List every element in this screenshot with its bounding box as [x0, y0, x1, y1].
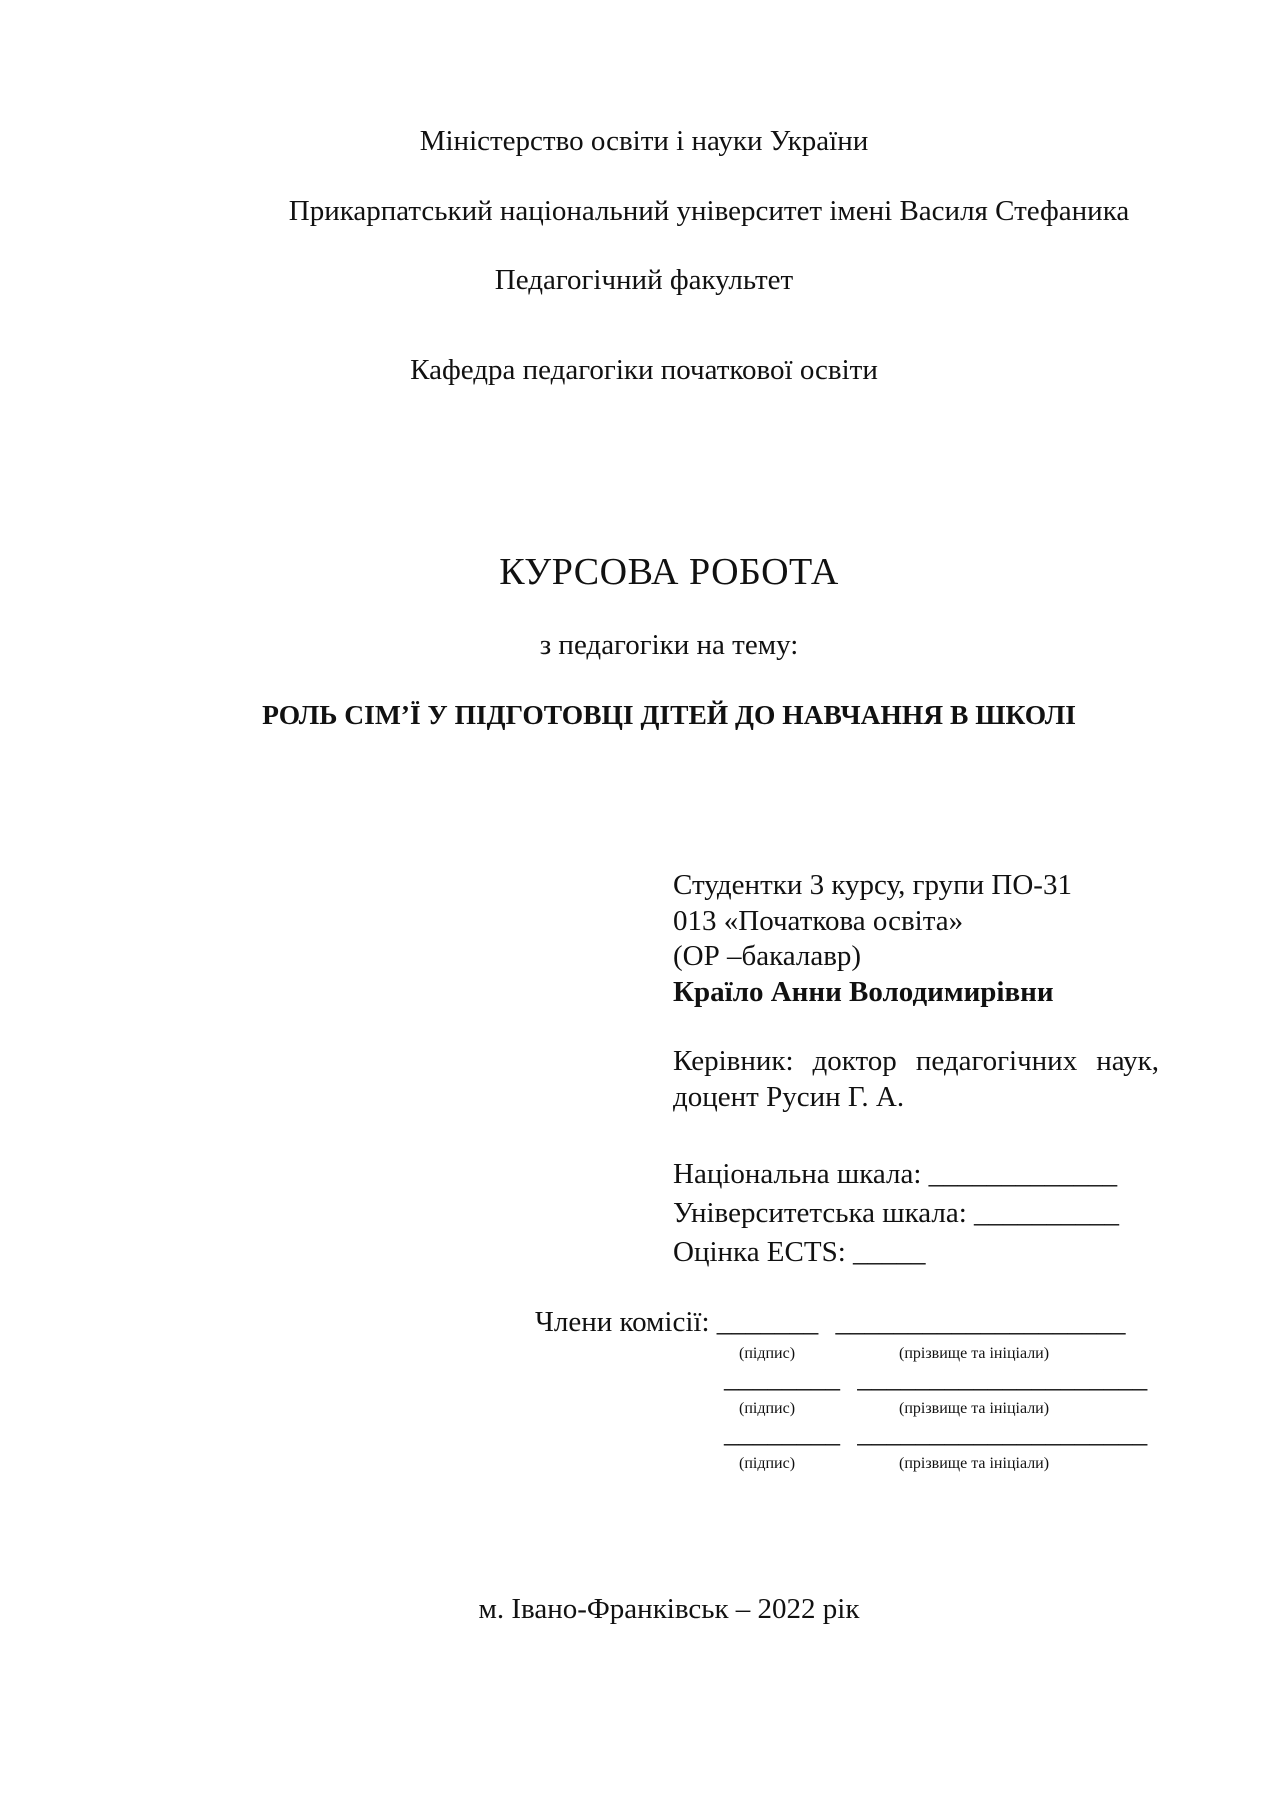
commission-row-2: [724, 1360, 1147, 1396]
city-year: м. Івано-Франківськ – 2022 рік: [478, 1593, 860, 1625]
name-blank-3: ____________________: [857, 1417, 1148, 1449]
supervisor-label: Керівник:: [673, 1045, 794, 1077]
department-line: Кафедра педагогіки початкової освіти: [410, 354, 878, 386]
name-caption-1: (прізвище та ініціали): [899, 1345, 1050, 1362]
commission-row-1: [535, 1304, 1126, 1340]
signature-caption-3: (підпис): [739, 1455, 796, 1472]
faculty-line: Педагогічний факультет: [494, 264, 794, 296]
supervisor-degree-1: доктор: [812, 1045, 897, 1077]
commission-label: Члени комісії:: [535, 1306, 710, 1338]
name-blank-1: ____________________: [835, 1306, 1126, 1338]
ects-grade: Оцінка ECTS: _____: [673, 1236, 926, 1268]
supervisor-degree-line: [673, 1044, 1159, 1080]
signature-caption-2: (підпис): [739, 1400, 796, 1417]
university-line: Прикарпатський національний університет імені Василя Стефаника: [288, 195, 1130, 227]
student-level: (ОР –бакалавр): [673, 940, 862, 972]
subject-line: з педагогіки на тему:: [539, 629, 799, 661]
student-info: [673, 868, 1072, 1010]
signature-blank-1: _______: [716, 1306, 819, 1338]
student-name: Країло Анни Володимирівни: [673, 975, 1054, 1008]
university-scale: Університетська шкала: __________: [673, 1197, 1120, 1229]
work-type-title: КУРСОВА РОБОТА: [499, 551, 839, 593]
name-caption-3: (прізвище та ініціали): [899, 1455, 1050, 1472]
signature-blank-2: ________: [724, 1362, 840, 1394]
student-specialty: 013 «Початкова освіта»: [673, 904, 964, 937]
ministry-line: Міністерство освіти і науки України: [419, 125, 869, 157]
student-course-group: Студентки 3 курсу, групи ПО-31: [673, 869, 1072, 901]
supervisor-title-name: доцент Русин Г. А.: [673, 1080, 905, 1113]
supervisor-degree-3: наук,: [1096, 1045, 1159, 1077]
name-blank-2: ____________________: [857, 1362, 1148, 1394]
supervisor-info: [673, 1044, 1159, 1115]
supervisor-degree-2: педагогічних: [915, 1045, 1078, 1077]
commission-row-3: [724, 1415, 1147, 1451]
signature-blank-3: ________: [724, 1417, 840, 1449]
national-scale: Національна шкала: _____________: [673, 1158, 1118, 1190]
grades-info: [673, 1155, 1119, 1272]
theme-title: РОЛЬ СІМ’Ї У ПІДГОТОВЦІ ДІТЕЙ ДО НАВЧАННЯ В ШКОЛІ: [262, 699, 1076, 730]
signature-caption-1: (підпис): [739, 1345, 796, 1362]
name-caption-2: (прізвище та ініціали): [899, 1400, 1050, 1417]
